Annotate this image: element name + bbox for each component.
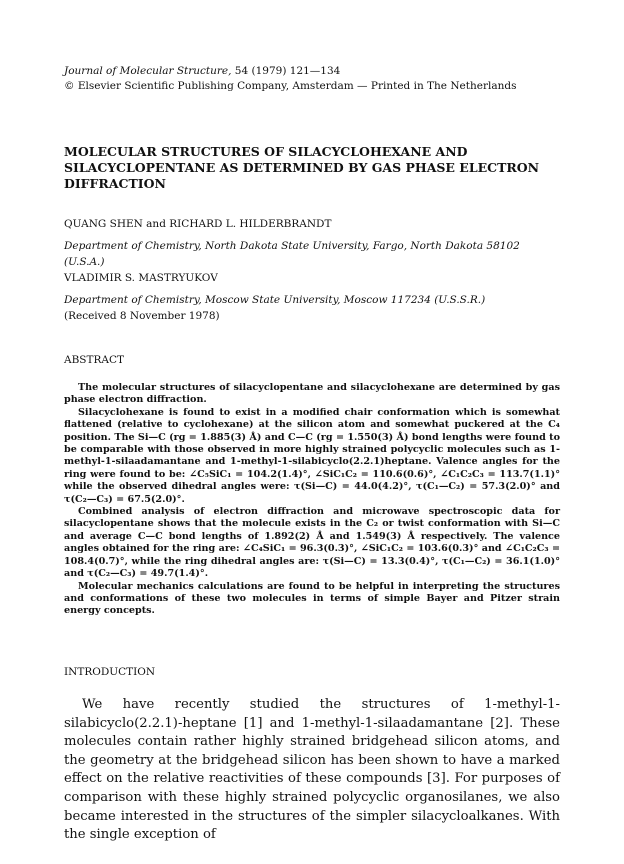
author-names-1: QUANG SHEN and RICHARD L. HILDERBRANDT: [64, 218, 332, 230]
abstract-body: [64, 382, 560, 618]
affiliation-2: Department of Chemistry, Moscow State University, Moscow 117234 (U.S.S.R.): [64, 294, 486, 306]
abstract-paragraph: Silacyclohexane is found to exist in a modified chair conformation which is somewhat flattened (relative to cyclohexane) at the silicon atom and somewhat puckered at the C₄ position. The Si—C (rɡ = 1.885(3) Å) and C—C (rɡ = 1.550(3) Å) bond lengths were found to be comparable with those observed in more highly strained polycyclic molecules such as 1-methyl-1-silaadamantane and 1-methyl-1-silabicyclo(2.2.1)heptane. Valence angles for the ring were found to be: ∠C₅SiC₁ = 104.2(1.4)°, ∠SiC₁C₂ = 110.6(0.6)°, ∠C₁C₂C₃ = 113.7(1.1)° while the observed dihedral angles were: τ(Si—C) = 44.0(4.2)°, τ(C₁—C₂) = 57.3(2.0)° and τ(C₂—C₃) = 67.5(2.0)°.: [64, 406, 560, 505]
abstract-heading: ABSTRACT: [64, 354, 125, 366]
introduction-paragraph: We have recently studied the structures of 1-methyl-1-silabicyclo(2.2.1)-heptane [1] and 1-methyl-1-silaadamantane [2]. These molecules contain rather highly strained bridgehead silicon atoms, and the geometry at the bridgehead silicon has been shown to have a marked effect on the relative reactivities of these compounds [3]. For purposes of comparison with these highly strained polycyclic organosilanes, we also became interested in the structures of the simpler silacycloalkanes. With the single exception of: [64, 697, 560, 843]
affiliation-1: Department of Chemistry, North Dakota State University, Fargo, North Dakota 58102 (U.S.A.): [64, 240, 520, 268]
journal-header: [64, 64, 560, 94]
citation-line: [64, 64, 560, 79]
abstract-paragraph: The molecular structures of silacyclopentane and silacyclohexane are determined by gas phase electron diffraction.: [64, 382, 560, 406]
received-date: (Received 8 November 1978): [64, 310, 220, 322]
publisher-line: © Elsevier Scientific Publishing Company, Amsterdam — Printed in The Netherlands: [64, 80, 517, 92]
introduction-body: [64, 696, 560, 845]
introduction-heading: INTRODUCTION: [64, 666, 156, 678]
article-title: MOLECULAR STRUCTURES OF SILACYCLOHEXANE AND SILACYCLOPENTANE AS DETERMINED BY GAS PHASE ELECTRON DIFFRACTION: [64, 144, 540, 191]
author-names-2: VLADIMIR S. MASTRYUKOV: [64, 272, 218, 284]
volume-pages: 54 (1979) 121—134: [231, 65, 341, 77]
journal-name: Journal of Molecular Structure,: [64, 65, 232, 77]
abstract-paragraph: Molecular mechanics calculations are found to be helpful in interpreting the structures and conformations of these two molecules in terms of simple Bayer and Pitzer strain energy concepts.: [64, 580, 560, 617]
author-block: [64, 216, 560, 324]
abstract-paragraph: Combined analysis of electron diffraction and microwave spectroscopic data for silacyclopentane shows that the molecule exists in the C₂ or twist conformation with Si—C and average C—C bond lengths of 1.892(2) Å and 1.549(3) Å respectively. The valence angles obtained for the ring are: ∠C₄SiC₁ = 96.3(0.3)°, ∠SiC₁C₂ = 103.6(0.3)° and ∠C₁C₂C₃ = 108.4(0.7)°, while the ring dihedral angles are: τ(Si—C) = 13.3(0.4)°, τ(C₁—C₂) = 36.1(1.0)° and τ(C₂—C₃) = 49.7(1.4)°.: [64, 506, 560, 580]
